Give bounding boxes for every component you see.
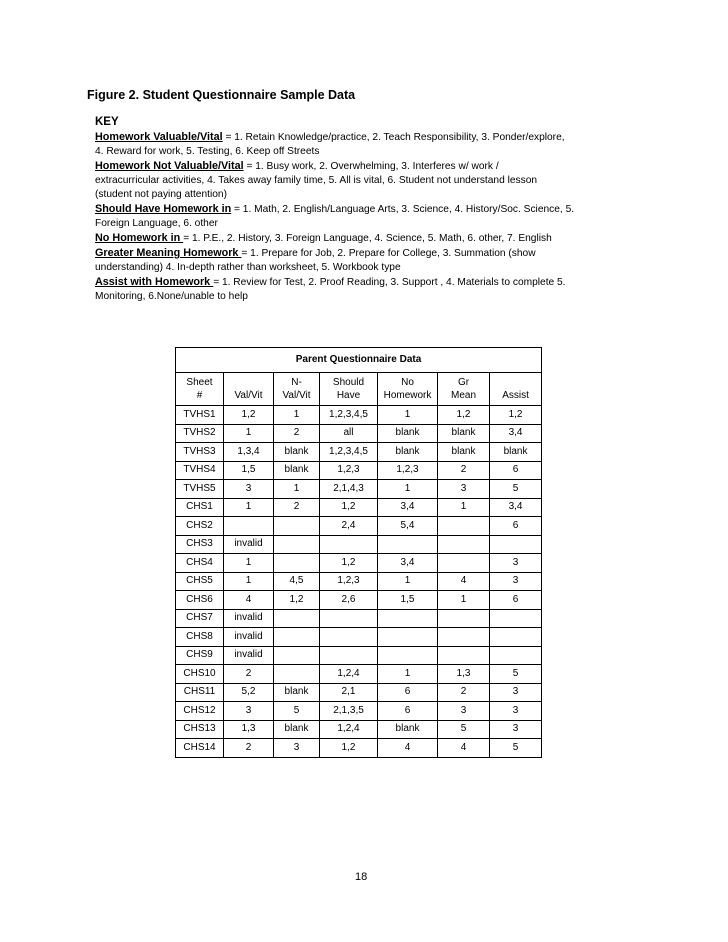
key-desc: = 1. Math, 2. English/Language Arts, 3. Science, 4. History/Soc. Science, 5. [231, 204, 575, 215]
table-cell: 1,2 [224, 406, 274, 425]
table-cell [438, 517, 490, 536]
table-row [176, 535, 542, 554]
table-cell [320, 628, 378, 647]
key-desc: understanding) 4. In-depth rather than worksheet, 5. Workbook type [95, 262, 401, 273]
table-cell: 3,4 [490, 424, 542, 443]
sheet-id-cell: CHS3 [176, 535, 224, 554]
key-entry-should-have [95, 202, 615, 231]
column-header-line: Mean [450, 390, 476, 401]
table-cell: 1,3 [224, 720, 274, 739]
table-cell: 3 [490, 572, 542, 591]
column-header-line: Should [332, 376, 365, 388]
table-cell: 5 [490, 480, 542, 499]
table-cell [224, 517, 274, 536]
table-cell: 3,4 [490, 498, 542, 517]
table-row [176, 517, 542, 536]
table-cell: 1,2 [490, 406, 542, 425]
table-cell [438, 535, 490, 554]
table-row [176, 739, 542, 758]
key-desc: = 1. Prepare for Job, 2. Prepare for College, 3. Summation (show [241, 248, 536, 259]
table-cell [490, 535, 542, 554]
table-cell: 1,2,3,4,5 [320, 443, 378, 462]
sheet-id-cell: TVHS4 [176, 461, 224, 480]
column-header-line: No [401, 376, 414, 388]
column-header [176, 373, 224, 406]
table-cell: blank [490, 443, 542, 462]
table-cell: 4,5 [274, 572, 320, 591]
column-header-line: Assist [502, 390, 529, 401]
table-row [176, 702, 542, 721]
table-row [176, 646, 542, 665]
table-cell: 1,2 [320, 498, 378, 517]
column-header-line: Have [336, 390, 361, 401]
table-cell: 1 [224, 572, 274, 591]
table-cell: 4 [378, 739, 438, 758]
key-term: Greater Meaning Homework [95, 247, 242, 259]
table-cell: 3,4 [378, 554, 438, 573]
table-cell: invalid [224, 646, 274, 665]
key-entry-greater-meaning [95, 246, 615, 275]
table-cell: 1,2 [438, 406, 490, 425]
key-desc: (student not paying attention) [95, 189, 227, 200]
key-term: Homework Valuable/Vital [95, 131, 223, 143]
table-cell: 3 [490, 683, 542, 702]
sheet-id-cell: CHS8 [176, 628, 224, 647]
table-cell: 1,3 [438, 665, 490, 684]
table-cell: 1 [438, 498, 490, 517]
column-header-line: N- [291, 376, 302, 388]
table-cell [320, 609, 378, 628]
column-header [438, 373, 490, 406]
sheet-id-cell: CHS10 [176, 665, 224, 684]
table-cell [438, 646, 490, 665]
table-cell: 1,2 [320, 554, 378, 573]
table-cell [438, 609, 490, 628]
table-cell: 3 [490, 720, 542, 739]
table-cell: invalid [224, 535, 274, 554]
column-header [490, 373, 542, 406]
sheet-id-cell: CHS5 [176, 572, 224, 591]
key-term: Homework Not Valuable/Vital [95, 160, 244, 172]
table-cell: 2 [274, 498, 320, 517]
table-header-row [176, 373, 542, 406]
table-cell: 2,6 [320, 591, 378, 610]
table-cell: 1 [274, 406, 320, 425]
table-cell [378, 646, 438, 665]
table-cell: 1,2,4 [320, 665, 378, 684]
table-cell: 1,2,3 [320, 461, 378, 480]
sheet-id-cell: CHS6 [176, 591, 224, 610]
sheet-id-cell: CHS14 [176, 739, 224, 758]
table-cell: 1,5 [378, 591, 438, 610]
table-cell: 5 [438, 720, 490, 739]
table-row [176, 443, 542, 462]
sheet-id-cell: CHS12 [176, 702, 224, 721]
table-cell [320, 646, 378, 665]
sheet-id-cell: CHS9 [176, 646, 224, 665]
table-cell: blank [378, 443, 438, 462]
key-heading: KEY [95, 116, 119, 128]
key-desc: Foreign Language, 6. other [95, 218, 218, 229]
sheet-id-cell: CHS11 [176, 683, 224, 702]
table-cell: all [320, 424, 378, 443]
table-cell: 3 [274, 739, 320, 758]
table-cell: 6 [490, 461, 542, 480]
table-cell [378, 535, 438, 554]
table-cell: blank [438, 443, 490, 462]
table-row [176, 720, 542, 739]
table-cell: 1,2 [320, 739, 378, 758]
table-row [176, 683, 542, 702]
table-cell: 1 [378, 572, 438, 591]
table-cell: 1,2 [274, 591, 320, 610]
table-cell: 4 [224, 591, 274, 610]
table-cell: 1 [378, 406, 438, 425]
key-desc: 4. Reward for work, 5. Testing, 6. Keep off Streets [95, 146, 320, 157]
key-desc: = 1. P.E., 2. History, 3. Foreign Language, 4. Science, 5. Math, 6. other, 7. English [183, 233, 552, 244]
table-cell: invalid [224, 609, 274, 628]
table-row [176, 498, 542, 517]
table-cell [490, 646, 542, 665]
table-cell: 1 [274, 480, 320, 499]
key-desc: = 1. Retain Knowledge/practice, 2. Teach Responsibility, 3. Ponder/explore, [222, 132, 565, 143]
key-term: Assist with Homework [95, 276, 214, 288]
table-cell: 5,4 [378, 517, 438, 536]
key-entry-valuable [95, 130, 615, 159]
table-cell [274, 554, 320, 573]
column-header-line: Val/Vit [234, 390, 263, 401]
table-cell: 5 [274, 702, 320, 721]
table-cell: 1 [224, 424, 274, 443]
table-title: Parent Questionnaire Data [176, 348, 542, 373]
table-row [176, 609, 542, 628]
column-header-line: Val/Vit [282, 390, 311, 401]
table-row [176, 461, 542, 480]
table-cell: 5 [490, 739, 542, 758]
column-header-line: # [196, 390, 203, 401]
table-cell: 3 [490, 554, 542, 573]
table-cell: 6 [490, 591, 542, 610]
table-cell: 6 [378, 683, 438, 702]
table-cell [378, 609, 438, 628]
table-cell: 1 [438, 591, 490, 610]
table-cell: 6 [378, 702, 438, 721]
table-row [176, 554, 542, 573]
table-cell: 3 [490, 702, 542, 721]
key-desc: Monitoring, 6.None/unable to help [95, 291, 248, 302]
table-cell [274, 517, 320, 536]
table-cell: 2 [438, 683, 490, 702]
table-cell [274, 628, 320, 647]
sheet-id-cell: CHS13 [176, 720, 224, 739]
table-cell: blank [274, 461, 320, 480]
table-cell: 1,2,3,4,5 [320, 406, 378, 425]
table-cell: 2,1 [320, 683, 378, 702]
table-cell: blank [274, 683, 320, 702]
column-header-line: Sheet [186, 376, 213, 388]
sheet-id-cell: TVHS1 [176, 406, 224, 425]
table-cell: 5 [490, 665, 542, 684]
table-body [176, 348, 542, 758]
sheet-id-cell: CHS2 [176, 517, 224, 536]
questionnaire-table [175, 347, 542, 758]
sheet-id-cell: CHS4 [176, 554, 224, 573]
sheet-id-cell: TVHS2 [176, 424, 224, 443]
table-cell: 2 [224, 739, 274, 758]
table-cell [274, 646, 320, 665]
table-cell: blank [274, 443, 320, 462]
table-cell: 1 [378, 480, 438, 499]
table-cell: blank [378, 424, 438, 443]
key-term: No Homework in [95, 232, 184, 244]
table-cell: 2,4 [320, 517, 378, 536]
table-cell: 5,2 [224, 683, 274, 702]
table-cell: blank [378, 720, 438, 739]
table-cell: 1,3,4 [224, 443, 274, 462]
table-row [176, 480, 542, 499]
sheet-id-cell: CHS7 [176, 609, 224, 628]
page-number: 18 [355, 871, 368, 883]
table-cell [274, 665, 320, 684]
table-cell: 1,2,3 [378, 461, 438, 480]
table-cell [378, 628, 438, 647]
column-header [378, 373, 438, 406]
key-desc: extracurricular activities, 4. Takes away family time, 5. All is vital, 6. Student not understand lesson [95, 175, 538, 186]
table-row [176, 572, 542, 591]
table-cell: 2,1,4,3 [320, 480, 378, 499]
key-desc: = 1. Review for Test, 2. Proof Reading, 3. Support , 4. Materials to complete 5. [213, 277, 566, 288]
table-cell: 2 [438, 461, 490, 480]
table-cell: 4 [438, 572, 490, 591]
table-cell: 3 [438, 480, 490, 499]
table-cell: 1,5 [224, 461, 274, 480]
column-header-line: Gr [457, 376, 470, 388]
table-cell: 1 [378, 665, 438, 684]
table-cell: 3 [438, 702, 490, 721]
table-cell: invalid [224, 628, 274, 647]
table-cell: blank [438, 424, 490, 443]
key-entry-no-homework [95, 231, 615, 246]
table-cell: 1 [224, 554, 274, 573]
table-cell [320, 535, 378, 554]
table-cell: 1,2,3 [320, 572, 378, 591]
key-entry-not-valuable [95, 159, 615, 202]
table-cell: blank [274, 720, 320, 739]
table-cell: 6 [490, 517, 542, 536]
figure-title: Figure 2. Student Questionnaire Sample Data [87, 88, 356, 102]
key-entry-assist [95, 275, 615, 304]
table-cell: 2,1,3,5 [320, 702, 378, 721]
table-cell: 3 [224, 702, 274, 721]
key-desc: = 1. Busy work, 2. Overwhelming, 3. Interferes w/ work / [243, 161, 499, 172]
column-header [224, 373, 274, 406]
column-header [320, 373, 378, 406]
table-cell [274, 609, 320, 628]
table-cell: 4 [438, 739, 490, 758]
table-cell: 1 [224, 498, 274, 517]
key-legend [95, 115, 615, 304]
table-cell [438, 628, 490, 647]
table-row [176, 406, 542, 425]
key-term: Should Have Homework in [95, 203, 232, 215]
sheet-id-cell: CHS1 [176, 498, 224, 517]
table-cell [490, 609, 542, 628]
table-cell: 2 [274, 424, 320, 443]
column-header [274, 373, 320, 406]
sheet-id-cell: TVHS5 [176, 480, 224, 499]
table-cell: 3,4 [378, 498, 438, 517]
column-header-line: Homework [383, 390, 432, 401]
table-cell [274, 535, 320, 554]
table-row [176, 628, 542, 647]
table-cell [490, 628, 542, 647]
table-row [176, 424, 542, 443]
table-cell: 1,2,4 [320, 720, 378, 739]
table-cell: 2 [224, 665, 274, 684]
sheet-id-cell: TVHS3 [176, 443, 224, 462]
table-cell [438, 554, 490, 573]
table-row [176, 665, 542, 684]
table-row [176, 591, 542, 610]
table-cell: 3 [224, 480, 274, 499]
